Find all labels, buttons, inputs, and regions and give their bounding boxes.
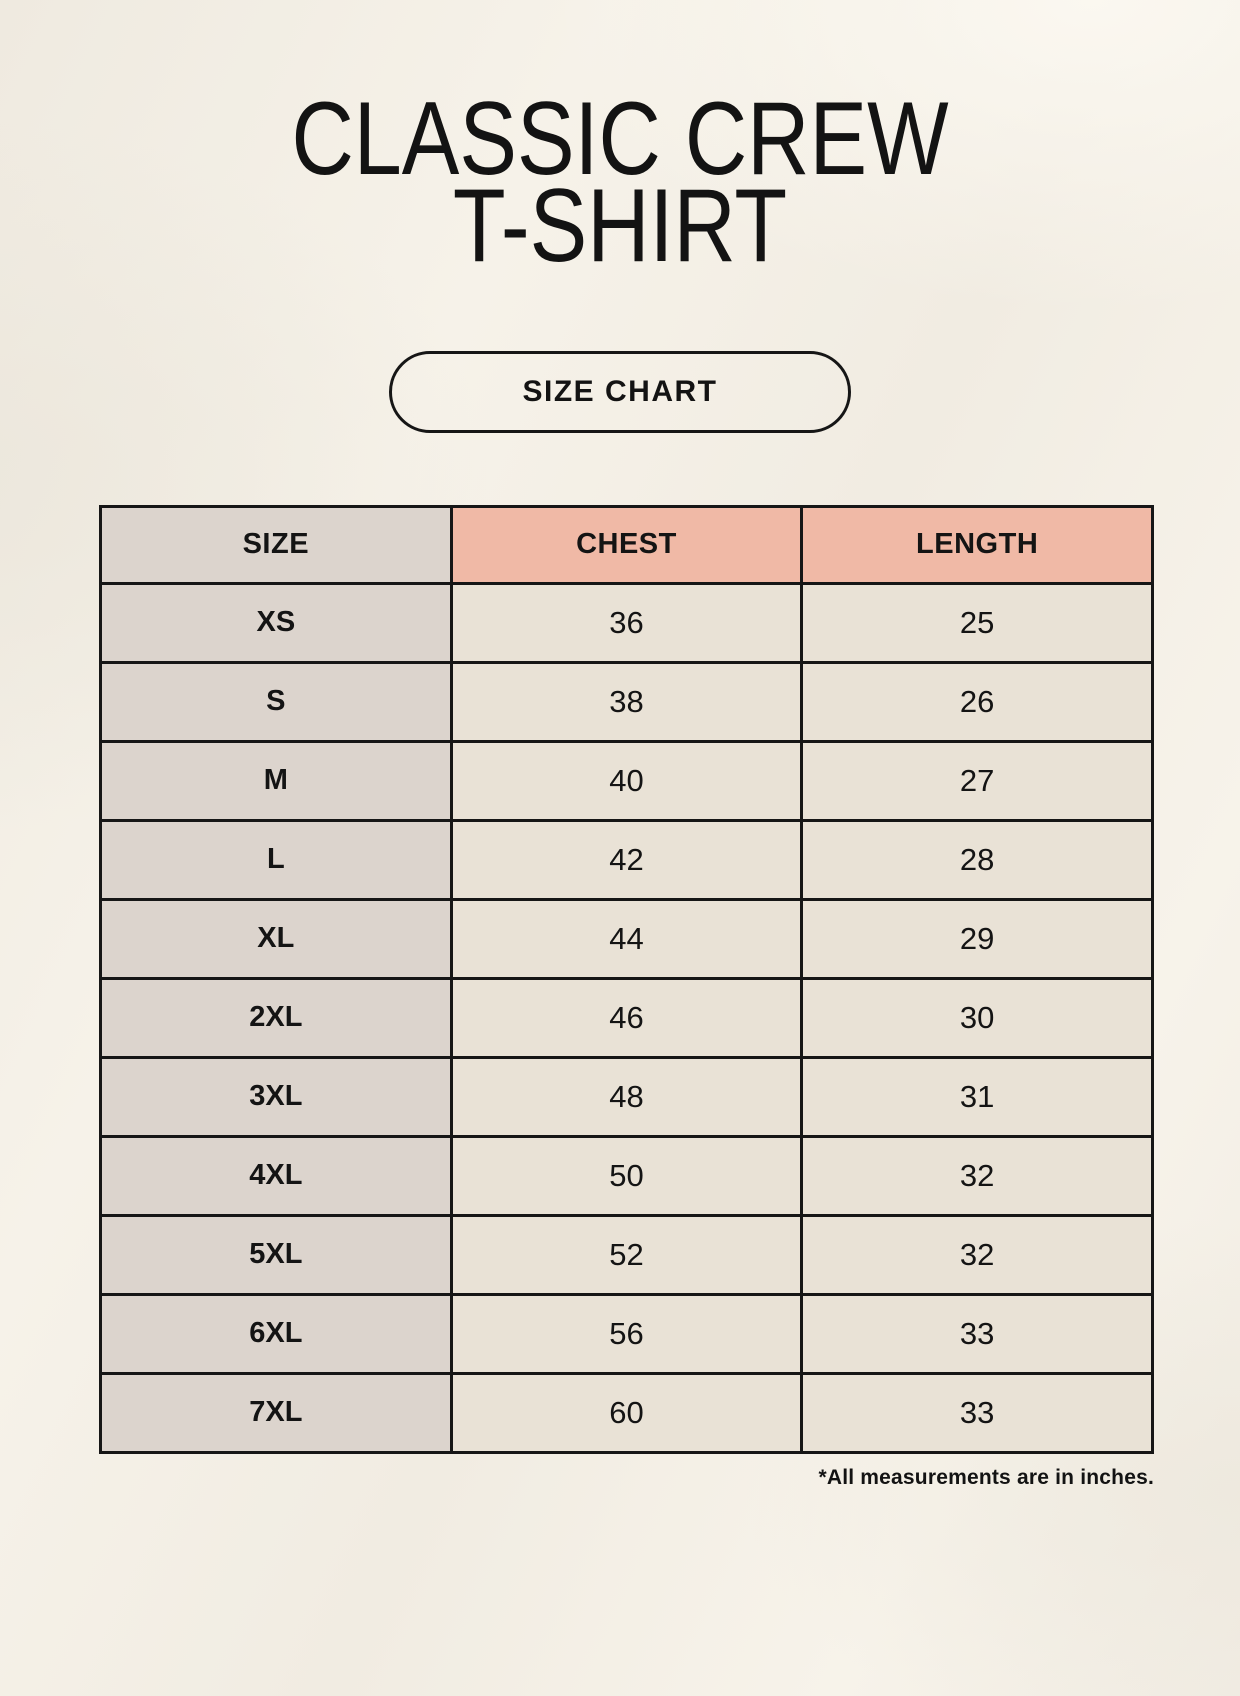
table-row bbox=[101, 978, 1153, 1057]
length-cell: 26 bbox=[802, 662, 1153, 741]
length-cell: 27 bbox=[802, 741, 1153, 820]
size-cell: 6XL bbox=[101, 1294, 452, 1373]
size-cell: L bbox=[101, 820, 452, 899]
table-row bbox=[101, 662, 1153, 741]
chest-cell: 42 bbox=[451, 820, 802, 899]
length-cell: 25 bbox=[802, 583, 1153, 662]
table-row bbox=[101, 1373, 1153, 1452]
table-row bbox=[101, 899, 1153, 978]
chest-cell: 52 bbox=[451, 1215, 802, 1294]
length-cell: 33 bbox=[802, 1294, 1153, 1373]
chest-cell: 46 bbox=[451, 978, 802, 1057]
size-cell: S bbox=[101, 662, 452, 741]
table-row bbox=[101, 1057, 1153, 1136]
table-row bbox=[101, 583, 1153, 662]
chest-cell: 60 bbox=[451, 1373, 802, 1452]
table-row bbox=[101, 741, 1153, 820]
chest-cell: 56 bbox=[451, 1294, 802, 1373]
length-cell: 33 bbox=[802, 1373, 1153, 1452]
length-cell: 29 bbox=[802, 899, 1153, 978]
size-cell: XS bbox=[101, 583, 452, 662]
chest-cell: 50 bbox=[451, 1136, 802, 1215]
size-chart-table-container bbox=[99, 505, 1154, 1454]
chest-cell: 40 bbox=[451, 741, 802, 820]
page-title-line2: T-SHIRT bbox=[452, 168, 788, 285]
table-row bbox=[101, 820, 1153, 899]
page-title bbox=[105, 81, 1134, 285]
page-title-line1: CLASSIC CREW bbox=[291, 81, 949, 197]
table-header-row bbox=[101, 506, 1153, 583]
size-cell: 7XL bbox=[101, 1373, 452, 1452]
chest-cell: 48 bbox=[451, 1057, 802, 1136]
size-cell: 5XL bbox=[101, 1215, 452, 1294]
length-cell: 32 bbox=[802, 1136, 1153, 1215]
size-cell: 2XL bbox=[101, 978, 452, 1057]
chest-cell: 36 bbox=[451, 583, 802, 662]
table-row bbox=[101, 1215, 1153, 1294]
table-row bbox=[101, 1136, 1153, 1215]
page-background bbox=[0, 81, 1240, 1490]
size-cell: 4XL bbox=[101, 1136, 452, 1215]
size-chart-button[interactable]: SIZE CHART bbox=[389, 351, 851, 433]
size-cell: XL bbox=[101, 899, 452, 978]
length-cell: 31 bbox=[802, 1057, 1153, 1136]
measurements-footnote: *All measurements are in inches. bbox=[818, 1465, 1154, 1489]
chest-cell: 44 bbox=[451, 899, 802, 978]
length-cell: 28 bbox=[802, 820, 1153, 899]
chest-cell: 38 bbox=[451, 662, 802, 741]
column-header-size: SIZE bbox=[101, 506, 452, 583]
table-row bbox=[101, 1294, 1153, 1373]
size-chart-table bbox=[99, 505, 1154, 1454]
length-cell: 32 bbox=[802, 1215, 1153, 1294]
button-row bbox=[0, 351, 1240, 433]
length-cell: 30 bbox=[802, 978, 1153, 1057]
size-cell: 3XL bbox=[101, 1057, 452, 1136]
size-cell: M bbox=[101, 741, 452, 820]
column-header-chest: CHEST bbox=[451, 506, 802, 583]
column-header-length: LENGTH bbox=[802, 506, 1153, 583]
